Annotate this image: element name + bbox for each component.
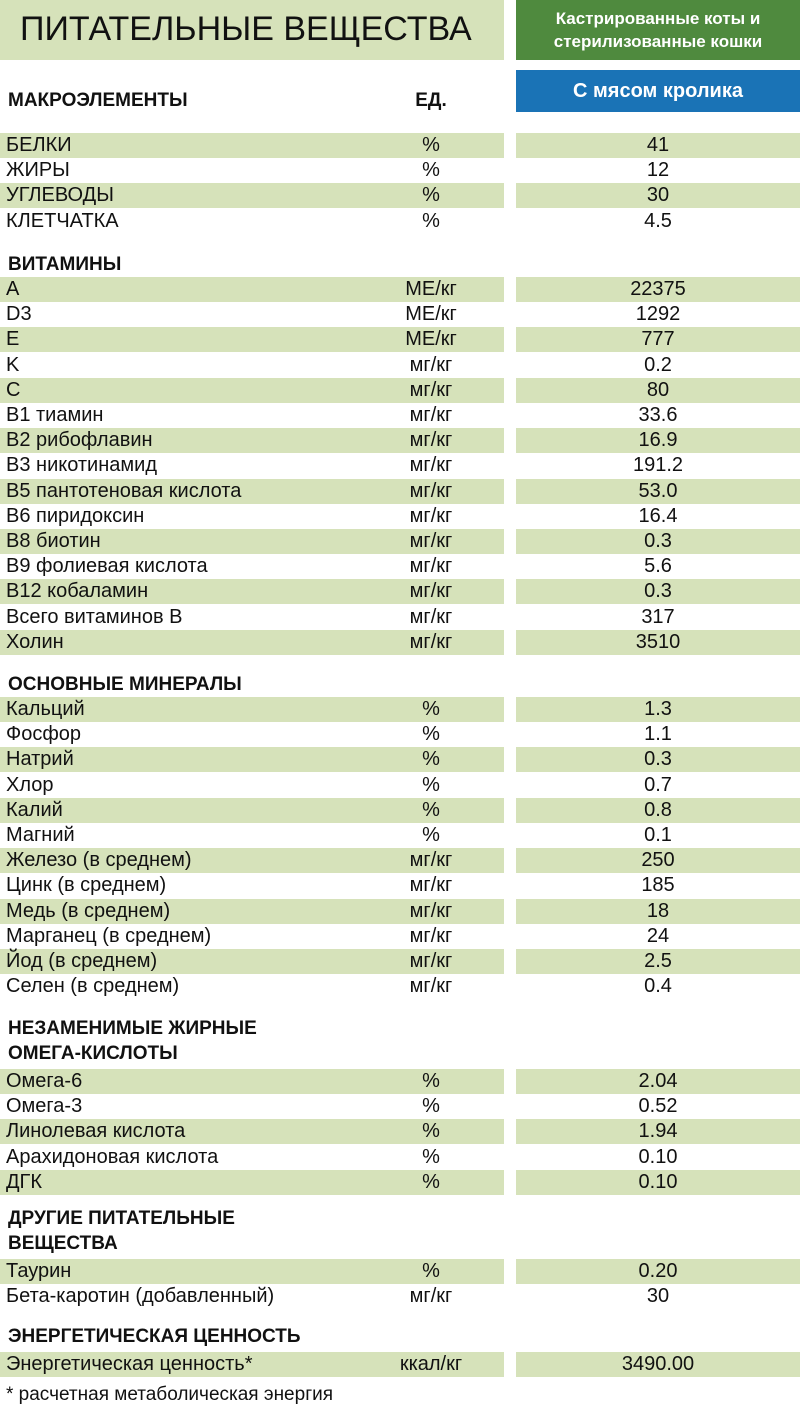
table-row xyxy=(0,848,800,873)
nutrient-unit: мг/кг xyxy=(409,505,453,527)
nutrient-name: B9 фолиевая кислота xyxy=(6,555,208,577)
nutrient-name: Таурин xyxy=(6,1260,72,1282)
nutrient-name: УГЛЕВОДЫ xyxy=(6,184,114,206)
table-row xyxy=(0,798,800,823)
nutrient-value: 80 xyxy=(646,379,670,401)
page-title: ПИТАТЕЛЬНЫЕ ВЕЩЕСТВА xyxy=(20,10,472,48)
nutrient-unit: % xyxy=(422,1070,440,1092)
table-row xyxy=(0,453,800,478)
nutrient-value: 0.20 xyxy=(638,1260,678,1282)
nutrient-value: 1.94 xyxy=(638,1120,678,1142)
nutrient-name: Омега-6 xyxy=(6,1070,83,1092)
nutrient-unit: мг/кг xyxy=(409,631,453,653)
table-row xyxy=(0,747,800,772)
table-row xyxy=(0,1352,800,1377)
nutrient-value: 0.3 xyxy=(644,748,672,770)
nutrient-name: Арахидоновая кислота xyxy=(6,1146,219,1168)
nutrient-name: Холин xyxy=(6,631,64,653)
nutrient-value: 0.8 xyxy=(644,799,672,821)
nutrient-value: 30 xyxy=(646,184,670,206)
table-row xyxy=(0,277,800,302)
nutrient-value: 16.4 xyxy=(638,505,678,527)
nutrient-unit: % xyxy=(422,1120,440,1142)
nutrient-unit: % xyxy=(422,698,440,720)
nutrient-unit: мг/кг xyxy=(409,480,453,502)
nutrient-name: D3 xyxy=(6,303,32,325)
product-line-1: Кастрированные коты и xyxy=(555,9,761,28)
nutrient-name: КЛЕТЧАТКА xyxy=(6,210,119,232)
nutrient-value: 1.1 xyxy=(644,723,672,745)
nutrient-unit: мг/кг xyxy=(409,849,453,871)
table-row xyxy=(0,403,800,428)
nutrient-value: 2.5 xyxy=(644,950,672,972)
nutrient-unit: % xyxy=(422,1171,440,1193)
nutrient-unit: мг/кг xyxy=(409,950,453,972)
unit-column-header: ЕД. xyxy=(415,90,447,111)
nutrient-name: E xyxy=(6,328,20,350)
nutrient-value: 0.3 xyxy=(644,530,672,552)
footnote: * расчетная метаболическая энергия xyxy=(6,1384,334,1405)
nutrient-name: C xyxy=(6,379,21,401)
table-row xyxy=(0,1259,800,1284)
nutrient-name: ЖИРЫ xyxy=(6,159,70,181)
nutrient-value: 0.10 xyxy=(638,1171,678,1193)
nutrient-unit: мг/кг xyxy=(409,555,453,577)
nutrient-value: 22375 xyxy=(630,278,686,300)
nutrient-unit: % xyxy=(422,134,440,156)
nutrient-unit: % xyxy=(422,748,440,770)
table-row xyxy=(0,133,800,158)
nutrient-unit: % xyxy=(422,210,440,232)
table-row xyxy=(0,1119,800,1144)
table-row xyxy=(0,1069,800,1094)
nutrient-name: Энергетическая ценность* xyxy=(6,1353,253,1375)
nutrient-unit: мг/кг xyxy=(409,454,453,476)
table-row xyxy=(0,428,800,453)
nutrient-value: 16.9 xyxy=(638,429,678,451)
table-row xyxy=(0,479,800,504)
section-title-macro: МАКРОЭЛЕМЕНТЫ xyxy=(8,90,188,111)
nutrient-name: B2 рибофлавин xyxy=(6,429,153,451)
nutrient-unit: МЕ/кг xyxy=(405,278,457,300)
nutrient-value: 33.6 xyxy=(638,404,678,426)
nutrient-unit: % xyxy=(422,1095,440,1117)
nutrient-name: B5 пантотеновая кислота xyxy=(6,480,242,502)
nutrient-unit: % xyxy=(422,824,440,846)
nutrient-value: 250 xyxy=(641,849,675,871)
nutrient-unit: мг/кг xyxy=(409,580,453,602)
nutrient-value: 0.10 xyxy=(638,1146,678,1168)
table-row xyxy=(0,924,800,949)
table-row xyxy=(0,378,800,403)
nutrient-value: 3510 xyxy=(635,631,681,653)
nutrient-value: 191.2 xyxy=(632,454,684,476)
nutrient-name: Бета-каротин (добавленный) xyxy=(6,1285,275,1307)
table-row xyxy=(0,974,800,999)
table-row xyxy=(0,773,800,798)
section-title: НЕЗАМЕНИМЫЕ ЖИРНЫЕ ОМЕГА-КИСЛОТЫ xyxy=(8,1018,257,1064)
nutrient-unit: % xyxy=(422,1146,440,1168)
nutrient-unit: % xyxy=(422,723,440,745)
nutrient-unit: % xyxy=(422,1260,440,1282)
nutrient-value: 30 xyxy=(646,1285,670,1307)
table-row xyxy=(0,327,800,352)
nutrient-unit: мг/кг xyxy=(409,925,453,947)
table-row xyxy=(0,722,800,747)
nutrient-value: 0.2 xyxy=(644,354,672,376)
nutrient-value: 12 xyxy=(646,159,670,181)
table-row xyxy=(0,554,800,579)
nutrient-value: 41 xyxy=(646,134,670,156)
nutrient-name: Хлор xyxy=(6,774,54,796)
nutrient-name: Цинк (в среднем) xyxy=(6,874,167,896)
nutrient-value: 317 xyxy=(641,606,675,628)
table-row xyxy=(0,353,800,378)
nutrient-unit: МЕ/кг xyxy=(405,328,457,350)
table-row xyxy=(0,949,800,974)
table-row xyxy=(0,1170,800,1195)
nutrient-name: B8 биотин xyxy=(6,530,101,552)
nutrient-unit: мг/кг xyxy=(409,975,453,997)
nutrient-name: B3 никотинамид xyxy=(6,454,157,476)
table-row xyxy=(0,697,800,722)
nutrient-unit: % xyxy=(422,159,440,181)
nutrient-name: Селен (в среднем) xyxy=(6,975,180,997)
nutrient-value: 1.3 xyxy=(644,698,672,720)
table-row xyxy=(0,1284,800,1309)
section-title: ЭНЕРГЕТИЧЕСКАЯ ЦЕННОСТЬ xyxy=(8,1326,301,1347)
product-line-2: стерилизованные кошки xyxy=(553,32,763,51)
nutrient-unit: мг/кг xyxy=(409,1285,453,1307)
table-row xyxy=(0,899,800,924)
nutrient-value: 1292 xyxy=(635,303,681,325)
flavor-header: С мясом кролика xyxy=(516,70,800,112)
nutrient-name: Всего витаминов В xyxy=(6,606,183,628)
nutrient-name: Медь (в среднем) xyxy=(6,900,171,922)
nutrient-unit: ккал/кг xyxy=(399,1353,463,1375)
table-row xyxy=(0,873,800,898)
table-row xyxy=(0,158,800,183)
nutrient-value: 185 xyxy=(641,874,675,896)
nutrient-unit: МЕ/кг xyxy=(405,303,457,325)
nutrient-unit: мг/кг xyxy=(409,874,453,896)
nutrient-name: B12 кобаламин xyxy=(6,580,149,602)
table-row xyxy=(0,183,800,208)
nutrient-value: 0.4 xyxy=(644,975,672,997)
nutrient-value: 0.3 xyxy=(644,580,672,602)
nutrient-name: Фосфор xyxy=(6,723,82,745)
nutrient-value: 2.04 xyxy=(638,1070,678,1092)
table-row xyxy=(0,529,800,554)
nutrient-value: 0.52 xyxy=(638,1095,678,1117)
nutrient-value: 4.5 xyxy=(644,210,672,232)
section-title: ДРУГИЕ ПИТАТЕЛЬНЫЕ ВЕЩЕСТВА xyxy=(8,1208,235,1254)
nutrient-name: Железо (в среднем) xyxy=(6,849,192,871)
table-row xyxy=(0,823,800,848)
nutrient-value: 0.7 xyxy=(644,774,672,796)
product-header xyxy=(516,0,800,60)
nutrient-name: Йод (в среднем) xyxy=(6,950,158,972)
nutrient-name: Магний xyxy=(6,824,75,846)
nutrient-unit: мг/кг xyxy=(409,379,453,401)
nutrient-value: 777 xyxy=(641,328,675,350)
nutrient-name: K xyxy=(6,354,20,376)
nutrient-value: 24 xyxy=(646,925,670,947)
table-row xyxy=(0,302,800,327)
nutrient-name: ДГК xyxy=(6,1171,43,1193)
nutrient-unit: % xyxy=(422,774,440,796)
section-title: ВИТАМИНЫ xyxy=(8,254,122,275)
table-row xyxy=(0,1145,800,1170)
table-row xyxy=(0,630,800,655)
nutrient-name: B1 тиамин xyxy=(6,404,104,426)
nutrient-unit: % xyxy=(422,799,440,821)
nutrient-value: 3490.00 xyxy=(621,1353,695,1375)
nutrient-name: Кальций xyxy=(6,698,85,720)
nutrient-name: Марганец (в среднем) xyxy=(6,925,212,947)
nutrient-unit: мг/кг xyxy=(409,530,453,552)
nutrient-value: 18 xyxy=(646,900,670,922)
nutrient-unit: % xyxy=(422,184,440,206)
nutrient-value: 5.6 xyxy=(644,555,672,577)
nutrient-name: Линолевая кислота xyxy=(6,1120,186,1142)
nutrient-name: БЕЛКИ xyxy=(6,134,72,156)
nutrient-unit: мг/кг xyxy=(409,354,453,376)
nutrient-unit: мг/кг xyxy=(409,404,453,426)
nutrient-name: А xyxy=(6,278,20,300)
nutrient-name: Омега-3 xyxy=(6,1095,83,1117)
table-row xyxy=(0,504,800,529)
nutrient-name: Натрий xyxy=(6,748,74,770)
section-title: ОСНОВНЫЕ МИНЕРАЛЫ xyxy=(8,674,242,695)
nutrient-value: 0.1 xyxy=(644,824,672,846)
nutrient-unit: мг/кг xyxy=(409,606,453,628)
table-row xyxy=(0,579,800,604)
nutrient-value: 53.0 xyxy=(638,480,678,502)
nutrient-unit: мг/кг xyxy=(409,429,453,451)
nutrient-name: Калий xyxy=(6,799,63,821)
table-row xyxy=(0,209,800,234)
table-row xyxy=(0,1094,800,1119)
table-row xyxy=(0,605,800,630)
nutrient-unit: мг/кг xyxy=(409,900,453,922)
nutrient-name: B6 пиридоксин xyxy=(6,505,145,527)
